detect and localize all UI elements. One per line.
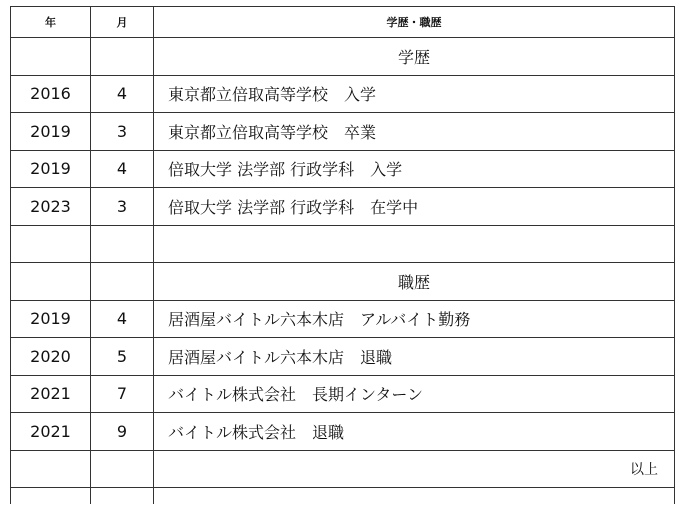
description-cell: 居酒屋バイトル六本木店 アルバイト勤務 <box>154 300 675 338</box>
year-cell: 2019 <box>11 150 91 188</box>
table-row <box>11 38 675 76</box>
year-cell <box>11 225 91 263</box>
month-cell <box>91 488 154 505</box>
year-cell <box>11 263 91 301</box>
month-cell <box>91 450 154 488</box>
year-cell <box>11 450 91 488</box>
table-row <box>11 375 675 413</box>
header-month: 月 <box>91 7 154 38</box>
month-cell: 3 <box>91 188 154 226</box>
month-cell: 5 <box>91 338 154 376</box>
table-row <box>11 263 675 301</box>
description-cell: 東京都立倍取高等学校 入学 <box>154 75 675 113</box>
month-cell: 9 <box>91 413 154 451</box>
table-row <box>11 300 675 338</box>
description-cell: バイトル株式会社 退職 <box>154 413 675 451</box>
description-cell: 東京都立倍取高等学校 卒業 <box>154 113 675 151</box>
year-cell <box>11 488 91 505</box>
description-cell: 倍取大学 法学部 行政学科 在学中 <box>154 188 675 226</box>
table-row <box>11 450 675 488</box>
header-row <box>11 7 675 38</box>
section-heading-work: 職歴 <box>154 263 675 301</box>
month-cell <box>91 38 154 76</box>
blank-cell <box>154 225 675 263</box>
year-cell: 2019 <box>11 113 91 151</box>
month-cell <box>91 225 154 263</box>
year-cell: 2016 <box>11 75 91 113</box>
year-cell: 2021 <box>11 413 91 451</box>
description-cell <box>154 488 675 505</box>
education-work-history-table <box>10 6 675 504</box>
table-row <box>11 188 675 226</box>
section-heading-education: 学歴 <box>154 38 675 76</box>
year-cell: 2021 <box>11 375 91 413</box>
header-description: 学歴・職歴 <box>154 7 675 38</box>
month-cell: 7 <box>91 375 154 413</box>
table-row <box>11 225 675 263</box>
description-cell: バイトル株式会社 長期インターン <box>154 375 675 413</box>
year-cell: 2019 <box>11 300 91 338</box>
month-cell: 4 <box>91 75 154 113</box>
year-cell <box>11 38 91 76</box>
month-cell: 4 <box>91 300 154 338</box>
description-cell: 居酒屋バイトル六本木店 退職 <box>154 338 675 376</box>
year-cell: 2023 <box>11 188 91 226</box>
header-year: 年 <box>11 7 91 38</box>
end-marker: 以上 <box>154 450 675 488</box>
table-row <box>11 413 675 451</box>
month-cell: 4 <box>91 150 154 188</box>
description-cell: 倍取大学 法学部 行政学科 入学 <box>154 150 675 188</box>
table-row <box>11 150 675 188</box>
month-cell <box>91 263 154 301</box>
year-cell: 2020 <box>11 338 91 376</box>
table-row-partial <box>11 488 675 505</box>
table-row <box>11 75 675 113</box>
table-row <box>11 338 675 376</box>
table-row <box>11 113 675 151</box>
month-cell: 3 <box>91 113 154 151</box>
